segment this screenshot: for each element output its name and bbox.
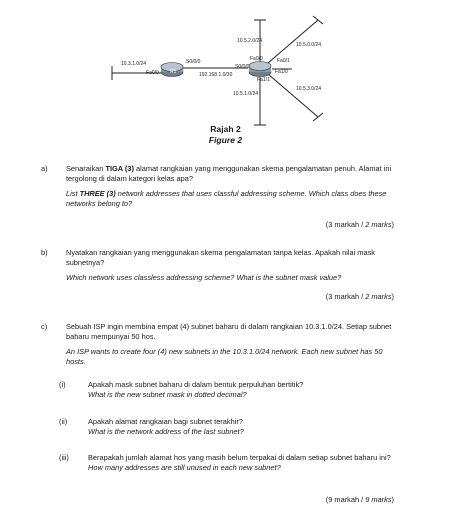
- network-diagram: [0, 0, 451, 135]
- question-c-text-en: An ISP wants to create four (4) new subnets in the 10.3.1.0/24 network. Each new subnet has 50 hosts.: [66, 347, 383, 366]
- sub-question-ii-number: (ii): [59, 417, 68, 426]
- question-a-number: a): [41, 164, 48, 173]
- label-r2-fa11: Fa1/1: [257, 77, 270, 83]
- sub-question-ii-en: What is the network address of the last subnet?: [88, 427, 244, 436]
- sub-question-iii: [88, 453, 396, 473]
- label-net-bottom: 10.5.1.0/24: [233, 91, 259, 97]
- label-net-top-right: 10.5.0.0/24: [296, 42, 322, 48]
- label-net-top: 10.5.2.0/24: [237, 38, 263, 44]
- sub-question-iii-ms: Berapakah jumlah alamat hos yang masih belum terpakai di dalam setiap subnet baharu ini?: [88, 453, 391, 462]
- question-a-text-ms: Senaraikan TIGA (3) alamat rangkaian yang menggunakan skema pengalamatan penuh. Alamat ini tergolong di dalam kategori kelas apa?: [66, 164, 392, 183]
- question-b-marks: (3 markah / 2 marks): [325, 292, 394, 301]
- question-b-body: [66, 248, 396, 283]
- sub-question-ii-ms: Apakah alamat rangkaian bagi subnet terakhir?: [88, 417, 243, 426]
- label-r2-fa00: Fa0/0: [250, 56, 263, 62]
- label-r1-fa0: Fa0/0: [146, 70, 159, 76]
- sub-question-i: [88, 380, 396, 400]
- label-r2-s0: S0/0/0: [235, 64, 250, 70]
- label-r2-fa10: Fa1/0: [275, 69, 288, 75]
- question-a-marks: (3 markah / 2 marks): [325, 220, 394, 229]
- figure-caption-en: Figure 2: [208, 135, 243, 145]
- sub-question-i-number: (i): [59, 380, 66, 389]
- question-c-number: c): [41, 322, 48, 331]
- question-b-number: b): [41, 248, 48, 257]
- label-net-left: 10.3.1.0/24: [121, 61, 147, 67]
- router-r2-icon: [249, 62, 271, 77]
- sub-question-ii: [88, 417, 396, 437]
- label-net-bottom-right: 10.5.3.0/24: [296, 86, 322, 92]
- sub-question-i-en: What is the new subnet mask in dotted decimal?: [88, 390, 247, 399]
- sub-question-i-ms: Apakah mask subnet baharu di dalam bentuk perpuluhan bertitik?: [88, 380, 304, 389]
- label-link-network: 192.168.1.0/30: [199, 72, 233, 78]
- segment-bottom-right: [268, 74, 318, 117]
- question-c-text-ms: Sebuah ISP ingin membina empat (4) subnet baharu di dalam rangkaian 10.3.1.0/24. Setiap subnet baharu mempunyai 50 hos.: [66, 322, 392, 341]
- label-r1-name: R1: [170, 69, 177, 75]
- question-b-text-en: Which network uses classless addressing scheme? What is the subnet mask value?: [66, 273, 342, 282]
- question-c-body: [66, 322, 396, 367]
- label-r1-s0: S0/0/0: [186, 59, 201, 65]
- question-a-body: [66, 164, 396, 209]
- figure-caption-ms: Rajah 2: [210, 124, 241, 134]
- sub-question-iii-en: How many addresses are still unused in each new subnet?: [88, 463, 281, 472]
- label-r2-fa01: Fa0/1: [277, 58, 290, 64]
- sub-question-iii-number: (iii): [59, 453, 69, 462]
- question-b-text-ms: Nyatakan rangkaian yang menggunakan skema pengalamatan tanpa kelas. Apakah nilai mask subnetnya?: [66, 248, 375, 267]
- question-a-text-en: List THREE (3) network addresses that uses classful addressing scheme. Which class does these networks belong to?: [66, 189, 387, 208]
- question-c-marks: (9 markah / 9 marks): [325, 495, 394, 504]
